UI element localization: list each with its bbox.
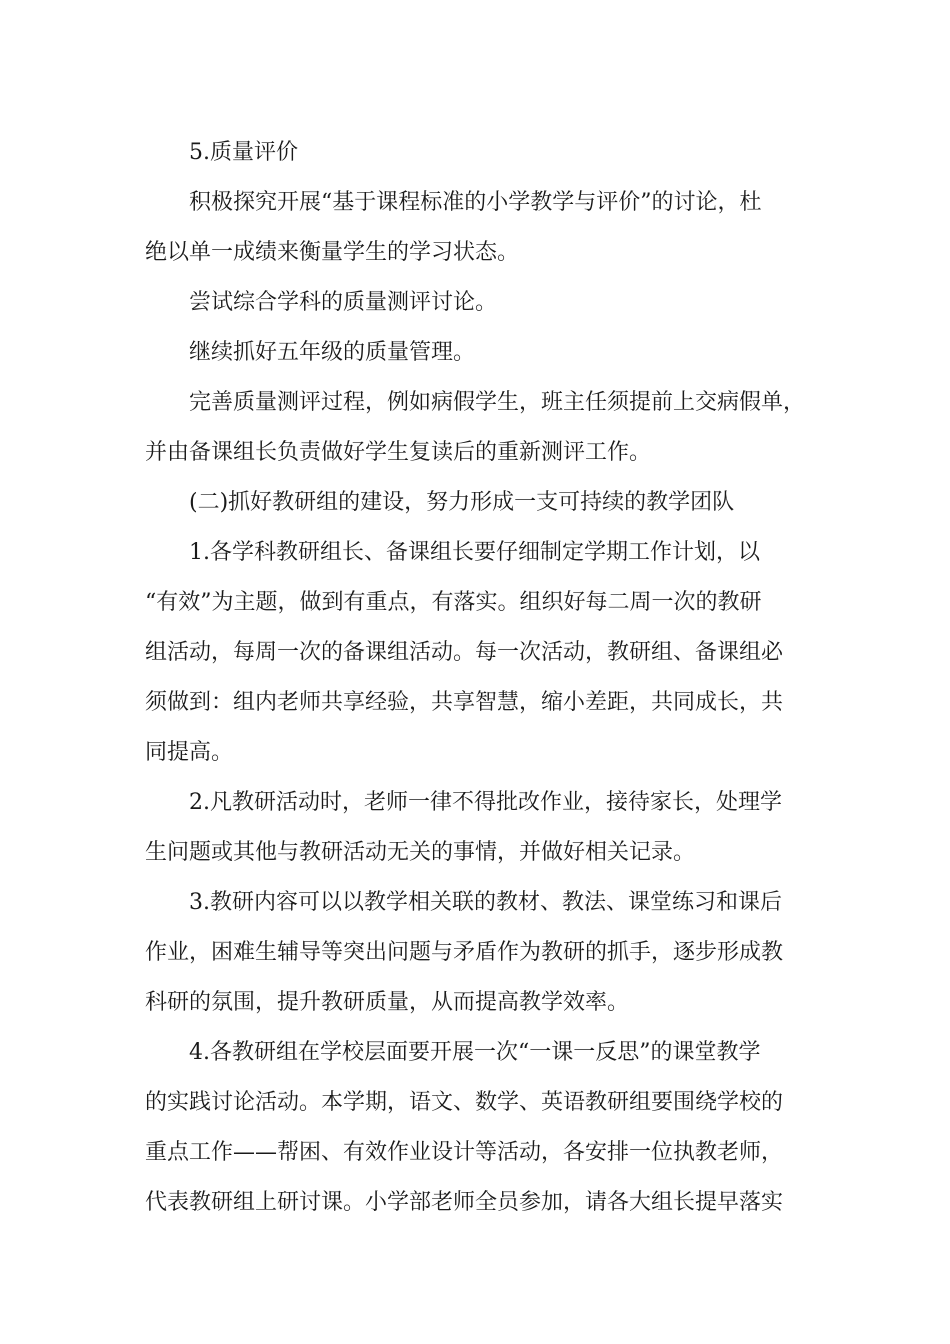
text-line: 的实践讨论活动。本学期，语文、数学、英语教研组要围绕学校的 (145, 1090, 784, 1115)
text-line: 1.各学科教研组长、备课组长要仔细制定学期工作计划，以 (189, 540, 760, 565)
text-line: 须做到：组内老师共享经验，共享智慧，缩小差距，共同成长，共 (145, 690, 784, 715)
text-line: 2.凡教研活动时，老师一律不得批改作业，接待家长，处理学 (189, 790, 782, 815)
text-line: 积极探究开展“基于课程标准的小学教学与评价”的讨论，杜 (189, 190, 762, 215)
text-line: 4.各教研组在学校层面要开展一次“一课一反思”的课堂教学 (189, 1040, 761, 1065)
heading-quality-evaluation: 5.质量评价 (189, 140, 298, 165)
text-line: 完善质量测评过程，例如病假学生，班主任须提前上交病假单， (189, 390, 806, 415)
text-line: 并由备课组长负责做好学生复读后的重新测评工作。 (145, 440, 652, 465)
document-body (145, 128, 810, 1228)
text-line: 作业，困难生辅导等突出问题与矛盾作为教研的抓手，逐步形成教 (145, 940, 784, 965)
text-line: 绝以单一成绩来衡量学生的学习状态。 (145, 240, 520, 265)
text-line: 重点工作——帮困、有效作业设计等活动，各安排一位执教老师， (145, 1140, 784, 1165)
text-line: 3.教研内容可以以教学相关联的教材、教法、课堂练习和课后 (189, 890, 782, 915)
text-line: 科研的氛围，提升教研质量，从而提高教学效率。 (145, 990, 630, 1015)
text-line: 代表教研组上研讨课。小学部老师全员参加，请各大组长提早落实 (145, 1190, 784, 1215)
text-line: 尝试综合学科的质量测评讨论。 (189, 290, 498, 315)
text-line: 组活动，每周一次的备课组活动。每一次活动，教研组、备课组必 (145, 640, 784, 665)
text-line: 继续抓好五年级的质量管理。 (189, 340, 476, 365)
section-heading: (二)抓好教研组的建设，努力形成一支可持续的教学团队 (189, 490, 735, 515)
text-line: “有效”为主题，做到有重点，有落实。组织好每二周一次的教研 (145, 590, 762, 615)
text-line: 生问题或其他与教研活动无关的事情，并做好相关记录。 (145, 840, 696, 865)
text-line: 同提高。 (145, 740, 234, 765)
